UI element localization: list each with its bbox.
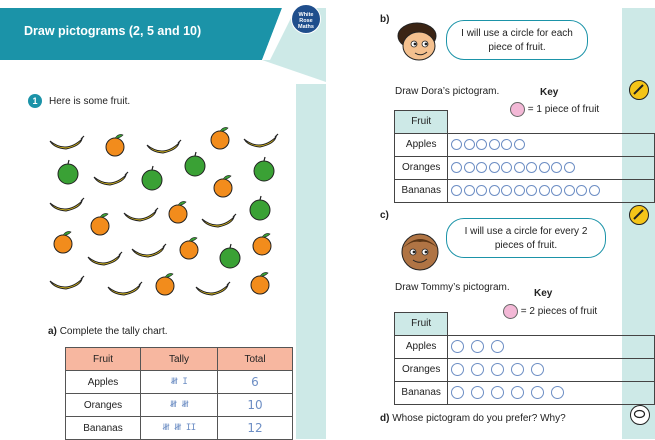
drawn-circle-icon <box>471 363 484 376</box>
drawn-circle-icon <box>551 185 562 196</box>
apple-icon <box>250 196 270 220</box>
drawn-circle-icon <box>489 185 500 196</box>
tally-header-row <box>66 348 293 371</box>
pencil-icon <box>629 80 649 100</box>
orange-icon <box>54 231 72 253</box>
orange-icon <box>214 175 232 197</box>
part-b-instruction: Draw Dora’s pictogram. <box>395 86 500 97</box>
orange-icon <box>211 127 229 149</box>
pictogram-circles[interactable] <box>448 358 655 381</box>
drawn-circle-icon <box>501 185 512 196</box>
speech-bubble-icon <box>630 405 650 425</box>
table-row <box>66 394 293 417</box>
banana-icon <box>196 282 230 295</box>
page-title: Draw pictograms (2, 5 and 10) <box>24 24 202 38</box>
orange-icon <box>91 213 109 235</box>
drawn-circle-icon <box>451 139 462 150</box>
orange-icon <box>106 134 124 156</box>
tommy-speech-text: I will use a circle for every 2 pieces of fruit. <box>464 226 588 251</box>
tally-total[interactable]: 10 <box>218 394 293 417</box>
pictogram-header-fruit: Fruit <box>395 111 448 134</box>
banana-icon <box>50 198 84 211</box>
tommy-pictogram <box>394 312 655 405</box>
apple-icon <box>254 157 274 181</box>
table-row <box>395 358 655 381</box>
drawn-circle-icon <box>526 185 537 196</box>
part-a-label: a) <box>48 326 57 337</box>
orange-icon <box>253 233 271 255</box>
drawn-circle-icon <box>511 363 524 376</box>
orange-icon <box>180 237 198 259</box>
drawn-circle-icon <box>451 185 462 196</box>
banana-icon <box>124 208 158 221</box>
tally-fruit: Oranges <box>66 394 141 417</box>
pictogram-fruit: Bananas <box>395 381 448 404</box>
drawn-circle-icon <box>464 139 475 150</box>
drawn-circle-icon <box>451 340 464 353</box>
pictogram-circles[interactable] <box>448 156 655 179</box>
tally-header-total: Total <box>218 348 293 371</box>
tommy-avatar <box>398 230 442 274</box>
drawn-circle-icon <box>539 162 550 173</box>
drawn-circle-icon <box>464 185 475 196</box>
banana-icon <box>244 134 278 147</box>
apple-icon <box>142 166 162 190</box>
part-c-label: c) <box>380 210 389 221</box>
pictogram-fruit: Apples <box>395 133 448 156</box>
dora-key-title: Key <box>540 87 559 98</box>
pictogram-fruit: Oranges <box>395 156 448 179</box>
drawn-circle-icon <box>564 185 575 196</box>
drawn-circle-icon <box>476 185 487 196</box>
drawn-circle-icon <box>514 185 525 196</box>
table-row <box>395 381 655 404</box>
drawn-circle-icon <box>491 363 504 376</box>
banana-icon <box>108 282 142 295</box>
drawn-circle-icon <box>589 185 600 196</box>
pencil-icon <box>629 205 649 225</box>
dora-key-text: = 1 piece of fruit <box>527 104 600 116</box>
drawn-circle-icon <box>501 139 512 150</box>
banana-icon <box>147 140 181 153</box>
question-number: 1 <box>28 94 42 108</box>
dora-avatar <box>395 22 441 64</box>
drawn-circle-icon <box>514 162 525 173</box>
table-row <box>66 371 293 394</box>
drawn-circle-icon <box>564 162 575 173</box>
drawn-circle-icon <box>471 386 484 399</box>
tally-marks[interactable]: 𝍸 𝍸 <box>141 394 218 417</box>
drawn-circle-icon <box>451 386 464 399</box>
drawn-circle-icon <box>451 363 464 376</box>
pictogram-circles[interactable] <box>448 179 655 202</box>
drawn-circle-icon <box>489 162 500 173</box>
tally-header-tally: Tally <box>141 348 218 371</box>
pictogram-fruit: Bananas <box>395 179 448 202</box>
drawn-circle-icon <box>531 386 544 399</box>
part-b-label: b) <box>380 14 390 25</box>
drawn-circle-icon <box>464 162 475 173</box>
drawn-circle-icon <box>476 162 487 173</box>
fruit-picture <box>40 120 290 310</box>
part-d-label: d) <box>380 413 390 424</box>
tally-chart <box>65 347 293 440</box>
part-c-instruction: Draw Tommy’s pictogram. <box>395 282 510 293</box>
drawn-circle-icon <box>576 185 587 196</box>
drawn-circle-icon <box>489 139 500 150</box>
question-intro: Here is some fruit. <box>49 96 131 107</box>
part-a-text: Complete the tally chart. <box>59 326 168 337</box>
tally-total[interactable]: 6 <box>218 371 293 394</box>
drawn-circle-icon <box>551 162 562 173</box>
table-row <box>395 156 655 179</box>
table-row <box>66 417 293 440</box>
dora-speech-text: I will use a circle for each piece of fruit. <box>461 28 573 53</box>
dora-speech-bubble <box>446 20 588 60</box>
pictogram-circles[interactable] <box>448 381 655 404</box>
tally-fruit: Bananas <box>66 417 141 440</box>
tally-total[interactable]: 12 <box>218 417 293 440</box>
banana-icon <box>132 244 166 257</box>
drawn-circle-icon <box>526 162 537 173</box>
orange-icon <box>251 272 269 294</box>
pictogram-header-row <box>395 111 655 134</box>
banana-icon <box>88 252 122 265</box>
tally-marks[interactable]: 𝍸 I <box>141 371 218 394</box>
drawn-circle-icon <box>471 340 484 353</box>
table-row <box>395 179 655 202</box>
drawn-circle-icon <box>551 386 564 399</box>
table-row <box>395 133 655 156</box>
pictogram-circles[interactable] <box>448 335 655 358</box>
tally-marks[interactable]: 𝍸 𝍸 II <box>141 417 218 440</box>
drawn-circle-icon <box>539 185 550 196</box>
drawn-circle-icon <box>514 139 525 150</box>
drawn-circle-icon <box>476 139 487 150</box>
part-d-text: Whose pictogram do you prefer? Why? <box>392 413 566 424</box>
dora-pictogram <box>394 110 655 203</box>
banana-icon <box>50 276 84 289</box>
banana-icon <box>202 214 236 227</box>
drawn-circle-icon <box>491 386 504 399</box>
drawn-circle-icon <box>531 363 544 376</box>
apple-icon <box>220 244 240 268</box>
orange-icon <box>156 273 174 295</box>
white-rose-logo: White Rose Maths <box>291 4 321 34</box>
pictogram-header-row <box>395 313 655 336</box>
tally-header-fruit: Fruit <box>66 348 141 371</box>
tommy-key-title: Key <box>534 288 553 299</box>
title-banner <box>0 0 326 82</box>
drawn-circle-icon <box>491 340 504 353</box>
apple-icon <box>185 152 205 176</box>
drawn-circle-icon <box>451 162 462 173</box>
pictogram-header-fruit: Fruit <box>395 313 448 336</box>
tally-fruit: Apples <box>66 371 141 394</box>
orange-icon <box>169 201 187 223</box>
banana-icon <box>50 136 84 149</box>
page-margin-strip <box>296 84 326 439</box>
drawn-circle-icon <box>501 162 512 173</box>
table-row <box>395 335 655 358</box>
pictogram-circles[interactable] <box>448 133 655 156</box>
apple-icon <box>58 160 78 184</box>
pictogram-fruit: Apples <box>395 335 448 358</box>
tommy-speech-bubble <box>446 218 606 258</box>
banana-icon <box>94 172 128 185</box>
drawn-circle-icon <box>511 386 524 399</box>
tommy-key-text: = 2 pieces of fruit <box>520 306 598 318</box>
pictogram-fruit: Oranges <box>395 358 448 381</box>
